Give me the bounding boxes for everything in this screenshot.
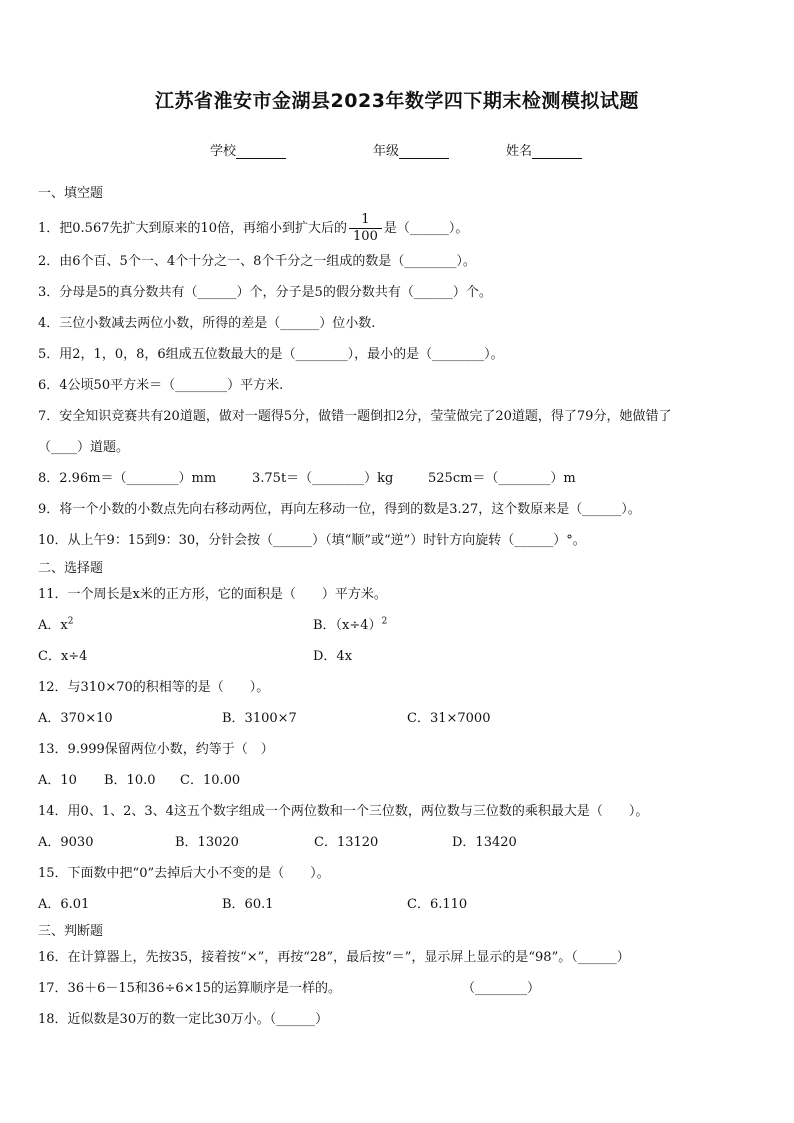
question-15: 15．下面数中把“0”去掉后大小不变的是（ ）。 [38,866,330,881]
question-13: 13．9.999保留两位小数，约等于（ ） [38,742,274,757]
question-18: 18．近似数是30万的数一定比30万小。（______） [38,1012,329,1027]
question-14: 14．用0、1、2、3、4这五个数字组成一个两位数和一个三位数，两位数与三位数的乘积最大是（ ）。 [38,804,649,819]
q11-option-b-exponent: 2 [381,616,388,627]
section-judge-heading: 三、判断题 [38,924,104,939]
q11-option-a[interactable] [38,614,73,633]
section-fill-heading: 一、填空题 [38,186,104,201]
question-8-a: 8．2.96m＝（________）mm [38,471,217,486]
fraction-denominator: 100 [353,229,378,244]
question-3: 3．分母是5的真分数共有（______）个，分子是5的假分数共有（______）个。 [38,285,492,300]
q11-option-a-exponent: 2 [67,616,74,627]
question-5: 5．用2，1，0，8，6组成五位数最大的是（________），最小的是（________）。 [38,347,504,362]
q13-option-a[interactable]: A．10 [38,773,77,788]
q11-option-c[interactable]: C．x÷4 [38,649,88,664]
q11-option-b-label: B．（x÷4） [313,618,382,633]
question-6: 6．4公顷50平方米＝（________）平方米. [38,378,284,393]
q12-option-a[interactable]: A．370×10 [38,711,113,726]
question-11: 11．一个周长是x米的正方形，它的面积是（ ）平方米。 [38,587,387,602]
q13-option-b[interactable]: B．10.0 [104,773,156,788]
q12-option-c[interactable]: C．31×7000 [407,711,491,726]
q15-option-a[interactable]: A．6.01 [38,897,90,912]
q15-option-c[interactable]: C．6.110 [407,897,468,912]
section-choice-heading: 二、选择题 [38,561,104,576]
q11-option-b[interactable] [313,614,387,633]
grade-blank[interactable] [399,144,449,159]
fraction-numerator: 1 [349,212,382,229]
school-blank[interactable] [236,144,286,159]
question-16: 16．在计算器上，先按35，接着按“×”，再按“28”，最后按“＝”，显示屏上显示的是“98”。（______） [38,950,630,965]
q11-option-a-label: A．x [38,618,68,633]
q14-option-a[interactable]: A．9030 [38,835,94,850]
question-8-c: 525cm＝（________）m [428,471,576,486]
q17-answer-blank[interactable]: （________） [462,981,541,996]
q14-option-d[interactable]: D．13420 [452,835,517,850]
q12-option-b[interactable]: B．3100×7 [222,711,297,726]
name-blank[interactable] [532,144,582,159]
question-10: 10．从上午9：15到9：30，分针会按（______）（填“顺”或“逆”）时针方向旋转（______）°。 [38,533,586,548]
question-2: 2．由6个百、5个一、4个十分之一、8个千分之一组成的数是（________）。 [38,254,476,269]
q14-option-b[interactable]: B．13020 [175,835,239,850]
question-4: 4．三位小数减去两位小数，所得的差是（______）位小数. [38,316,376,331]
question-7-line-1: 7．安全知识竞赛共有20道题，做对一题得5分，做错一题倒扣2分，莹莹做完了20道题，得了79分，她做错了 [38,409,672,424]
q11-option-d[interactable]: D．4x [313,649,353,664]
question-9: 9．将一个小数的小数点先向右移动两位，再向左移动一位，得到的数是3.27，这个数原来是（______）。 [38,502,641,517]
q1-text: 1．把0.567先扩大到原来的10倍，再缩小到扩大后的 [38,221,348,236]
school-field [210,140,286,159]
fraction [349,212,382,245]
question-8-b: 3.75t＝（________）kg [252,471,394,486]
name-field [506,140,582,159]
q15-option-b[interactable]: B．60.1 [222,897,274,912]
question-1 [38,212,468,245]
name-label: 姓名 [506,144,533,159]
question-12: 12．与310×70的积相等的是（ ）。 [38,680,270,695]
school-label: 学校 [210,144,237,159]
q1-blank-text: 是（______）。 [383,221,469,236]
page-title: 江苏省淮安市金湖县2023年数学四下期末检测模拟试题 [155,90,639,112]
question-17: 17．36＋6－15和36÷6×15的运算顺序是一样的。 [38,981,342,996]
grade-field [373,140,449,159]
q13-option-c[interactable]: C．10.00 [180,773,241,788]
grade-label: 年级 [373,144,400,159]
question-7-line-2: （____）道题。 [38,440,130,455]
q14-option-c[interactable]: C．13120 [314,835,379,850]
